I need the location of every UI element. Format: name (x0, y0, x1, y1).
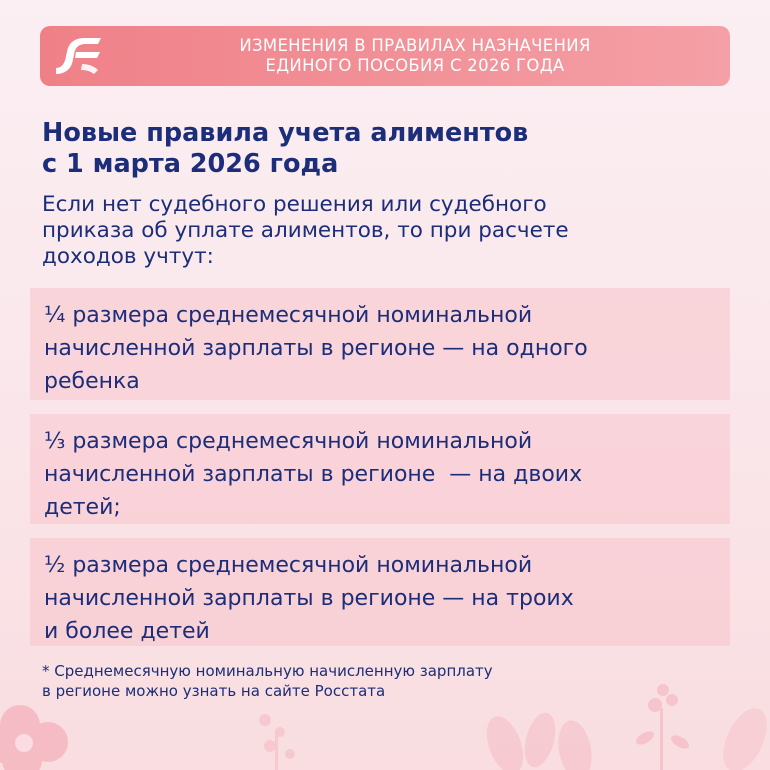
footnote (42, 661, 742, 701)
rule-card-line1: ½ размера среднемесячной номинальной (44, 553, 533, 578)
rule-card-line2: начисленной зарплаты в регионе — на одного (44, 336, 588, 361)
footnote-line2: в регионе можно узнать на сайте Росстата (42, 682, 386, 700)
header-title-line2: ЕДИНОГО ПОСОБИЯ С 2026 ГОДА (265, 56, 565, 75)
rule-card-line3: детей; (44, 495, 121, 520)
rule-card-line2: начисленной зарплаты в регионе — на двоих (44, 462, 583, 487)
rule-card-line2: начисленной зарплаты в регионе — на троих (44, 586, 574, 611)
page-title-line1: Новые правила учета алиментов (42, 118, 529, 148)
footnote-line1: * Среднемесячную номинальную начисленную зарплату (42, 662, 493, 680)
rule-card-line3: ребенка (44, 369, 140, 394)
rule-card-line1: ¼ размера среднемесячной номинальной (44, 303, 533, 328)
intro-line3: доходов учтут: (42, 244, 214, 269)
rule-card-two-children (30, 414, 730, 524)
sprig-icon (259, 714, 295, 770)
rule-card-one-child (30, 288, 730, 400)
intro-line2: приказа об уплате алиментов, то при расчете (42, 218, 569, 243)
intro-line1: Если нет судебного решения или судебного (42, 192, 547, 217)
header-title (120, 36, 710, 76)
flower-center-icon (15, 734, 33, 752)
petal-right-icon (714, 702, 770, 770)
intro-text (42, 192, 732, 270)
page-title-line2: с 1 марта 2026 года (42, 149, 339, 179)
header-title-line1: ИЗМЕНЕНИЯ В ПРАВИЛАХ НАЗНАЧЕНИЯ (239, 36, 591, 55)
flower-left-icon (0, 705, 68, 770)
page-title (42, 118, 732, 180)
leaf-cluster-icon (480, 709, 596, 770)
header-banner (40, 26, 730, 86)
sfr-logo-icon (54, 34, 106, 78)
rule-card-line3: и более детей (44, 619, 210, 644)
rule-card-line1: ⅓ размера среднемесячной номинальной (44, 429, 533, 454)
rule-card-three-children (30, 538, 730, 646)
